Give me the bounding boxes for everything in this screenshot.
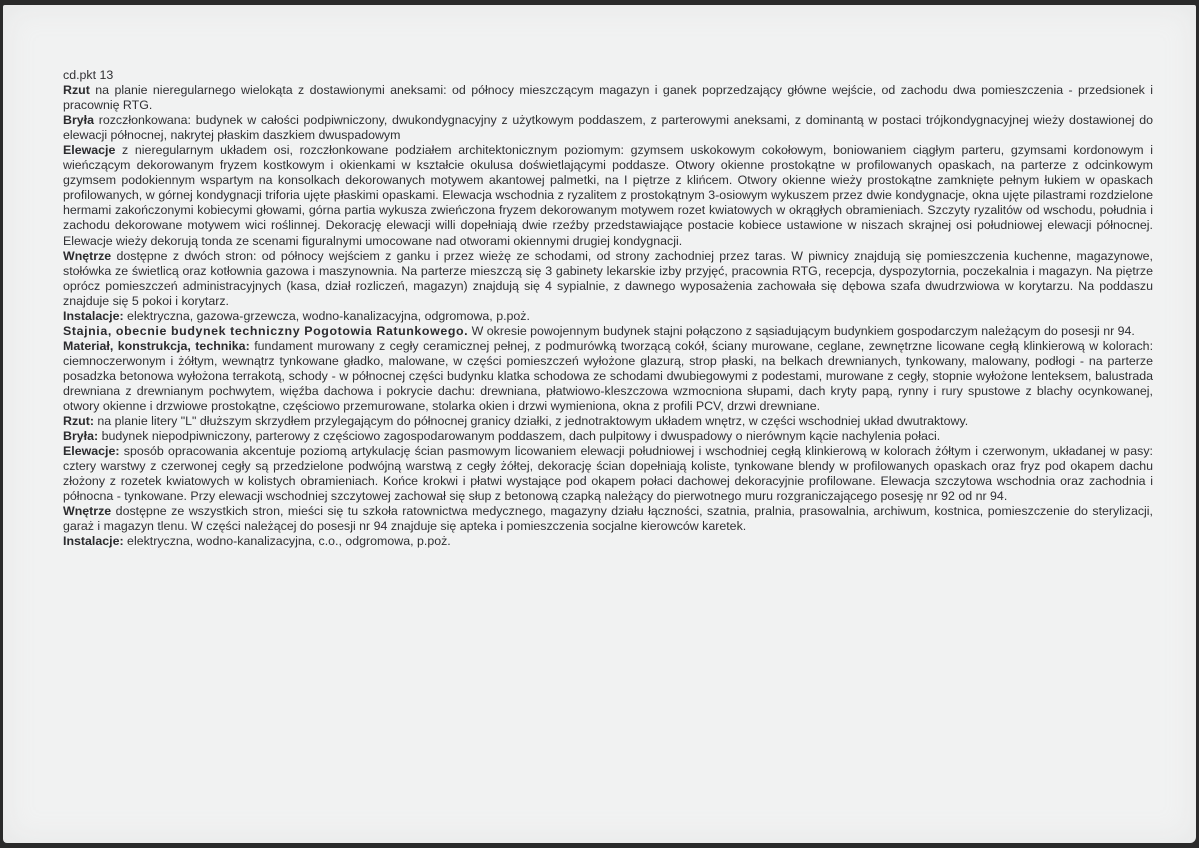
paragraph-text: dostępne ze wszystkich stron, mieści się tu szkoła ratownictwa medycznego, magazyny działu łączności, szatnia, pralnia, prasowalnia, archiwum, kostnica, pomieszczenie do sterylizacji, garaż i magazyn tlenu. W części należącej do posesji nr 94 znajduje się apteka i pomieszczenia socjalne kierowców karetek. — [63, 504, 1153, 534]
paragraph-text: dostępne z dwóch stron: od północy wejściem z ganku i przez wieżę ze schodami, od strony zachodniej przez taras. W piwnicy znajdują się pomieszczenia kuchenne, magazynowe, stołówka ze świetlicą oraz kotłownia gazowa i maszynownia. Na parterze mieszczą się 3 gabinety lekarskie izby przyjęć, pracownia RTG, recepcja, dyspozytornia, poczekalnia i magazyn. Na piętrze oprócz pomieszczeń administracyjnych (kasa, dział rozliczeń, magazyn) znajdują się 4 sypialnie, z dawnego wyposażenia zachowała się dębowa szafa dwudrzwiowa w korytarzu. Na poddaszu znajduje się 5 pokoi i korytarz. — [63, 248, 1153, 308]
paragraph-text: elektryczna, wodno-kanalizacyjna, c.o., odgromowa, p.poż. — [123, 534, 451, 549]
paragraph-label: Rzut — [63, 83, 90, 98]
paragraph-label: Instalacje: — [63, 534, 124, 549]
paragraph-text: budynek niepodpiwniczony, parterowy z częściowo zagospodarowanym poddaszem, dach pulpitowy i dwuspadowy o nierównym kącie nachylenia połaci. — [98, 429, 941, 444]
paragraph-text: z nieregularnym układem osi, rozczłonkowane podziałem architektonicznym poziomym: gzymsem uskokowym cokołowym, boniowaniem ciągłym parteru, gzymsami kordonowym i wieńczącym dekorowanym fryzem kostkowym i okienkami w kształcie okulusa doświetlającymi poddasze. Otwory okienne prostokątne w profilowanych opaskach, na parterze z odcinkowym gzymsem podokiennym wspartym na konsolkach dekorowanych motywem akantowej palmetki, na I piętrze z klińcem. Otwory okienne wieży prostokątne zamknięte pełnym łukiem w opaskach profilowanych, w górnej kondygnacji triforia ujęte płaskimi opaskami. Elewacja wschodnia z ryzalitem z prostokątnym 3-osiowym wykuszem przez dwie kondygnacje, okna ujęte pilastrami rozdzielone hermami zakończonymi kobiecymi głowami, górna partia wykusza zwieńczona fryzem dekorowanym motywem rozet kwiatowych w okrągłych obramieniach. Szczyty ryzalitów od wschodu, południa i zachodu dekorowane motywem wici roślinnej. Dekorację elewacji willi dopełniają dwie rzeźby przedstawiające postacie kobiece ustawione w niszach skrajnej osi południowej elewacji północnej. Elewacje wieży dekorują tonda ze scenami figuralnymi umocowane nad otworami okiennymi drugiej kondygnacji. — [63, 143, 1153, 248]
paragraph-label: Materiał, konstrukcja, technika: — [63, 338, 250, 353]
paragraph-label: Wnętrze — [63, 248, 112, 263]
paragraph-text: fundament murowany z cegły ceramicznej pełnej, z podmurówką tworzącą cokół, ściany murowane, ceglane, zewnętrzne licowane cegłą klinkierową w kolorach: ciemnoczerwonym i żółtym, wewnątrz tynkowane gładko, malowane, w części pomieszczeń wyłożone glazurą, strop płaski, na belkach drewnianych, tynkowany, malowany, podłogi - na parterze posadzka betonowa wyłożona terrakotą, schody - w północnej części budynku klatka schodowa ze schodami dwubiegowymi z podestami, murowane z cegły, stopnie wyłożone lenteksem, balustrada drewniana z drewnianym pochwytem, więźba dachowa i pokrycie dachu: drewniana, płatwiowo-kleszczowa wzmocniona słupami, dach kryty papą, rynny i rury spustowe z blachy ocynkowanej, otwory okienne i drzwiowe prostokątne, częściowo przemurowane, stolarka okien i drzwi wymieniona, okna z profili PCV, drzwi drewniane. — [63, 338, 1154, 414]
paragraph-label: Stajnia, obecnie budynek techniczny Pogotowia Ratunkowego. — [63, 323, 469, 338]
paragraph-rzut-stajnia — [63, 414, 1153, 429]
paragraph-instalacje — [63, 309, 1153, 324]
paragraph-stajnia — [63, 324, 1153, 339]
paragraph-text: na planie litery "L" dłuższym skrzydłem przylegającym do północnej granicy działki, z jednotraktowym układem wnętrz, w części wschodniej układ dwutraktowy. — [93, 414, 969, 429]
paragraph-label: Instalacje: — [63, 308, 124, 323]
paragraph-text: na planie nieregularnego wielokąta z dostawionymi aneksami: od północy mieszczącym magazyn i ganek poprzedzający główne wejście, od zachodu dwa pomieszczenia - przedsionek i pracownię RTG. — [63, 83, 1153, 113]
paragraph-label: Elewacje: — [63, 444, 120, 459]
paragraph-wnetrze — [63, 249, 1153, 309]
paragraph-label: Elewacje — [63, 143, 116, 158]
paragraph-elewacje-stajnia — [63, 444, 1153, 504]
paragraph-wnetrze-stajnia — [63, 504, 1153, 534]
paragraph-bryla-stajnia — [63, 429, 1153, 444]
paragraph-label: Bryła: — [63, 429, 99, 444]
paragraph-label: Wnętrze — [63, 504, 112, 519]
paragraph-material — [63, 339, 1153, 414]
paragraph-elewacje — [63, 143, 1153, 248]
scanned-page — [3, 5, 1196, 843]
paragraph-text: rozczłonkowana: budynek w całości podpiwniczony, dwukondygnacyjny z użytkowym poddaszem, z parterowymi aneksami, z dominantą w postaci trójkondygnacyjnej wieży dostawionej do elewacji północnej, nakrytej płaskim daszkiem dwuspadowym — [63, 113, 1153, 143]
paragraph-text: elektryczna, gazowa-grzewcza, wodno-kanalizacyjna, odgromowa, p.poż. — [123, 308, 530, 323]
section-header: cd.pkt 13 — [63, 68, 114, 82]
paragraph-instalacje-stajnia — [63, 534, 1153, 549]
paragraph-rzut — [63, 83, 1153, 113]
paragraph-text: sposób opracowania akcentuje poziomą artykulację ścian pasmowym licowaniem elewacji południowej i wschodniej cegłą klinkierową w kolorach żółtym i czerwonym, układanej w pasy: cztery warstwy z czerwonej cegły są przedzielone podwójną warstwą z cegły żółtej, dekorację ścian dopełniają koliste, tynkowane blendy w profilowanych opaskach oraz fryz pod okapem dachu złożony z rozetek kwiatowych w kolistych obramieniach. Końce krokwi i płatwi wystające pod okapem połaci dachowej dekoracyjnie profilowane. Elewacja szczytowa wschodnia oraz zachodnia i północna - tynkowane. Przy elewacji wschodniej szczytowej zachował się słup z betonową czapką należący do pierwotnego muru rozgraniczającego posesję nr 92 od nr 94. — [63, 444, 1153, 504]
paragraph-text: W okresie powojennym budynek stajni połączono z sąsiadującym budynkiem gospodarczym należącym do posesji nr 94. — [468, 323, 1135, 338]
document-body — [63, 68, 1153, 550]
paragraph-label: Bryła — [63, 113, 94, 128]
paragraph-bryla — [63, 113, 1153, 143]
paragraph-label: Rzut: — [63, 414, 94, 429]
